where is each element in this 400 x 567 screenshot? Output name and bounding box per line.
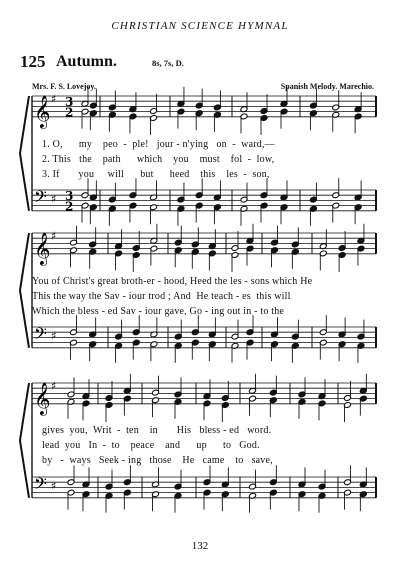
lyric-line: lead you In - to peace and up to God. bbox=[42, 440, 260, 451]
hymn-number: 125 bbox=[20, 52, 46, 71]
hymn-title: Autumn. bbox=[56, 53, 117, 70]
lyric-line: by - ways Seek - ing those He came to save, bbox=[42, 455, 273, 466]
treble-clef-icon: 𝄞 bbox=[34, 381, 51, 415]
time-signature: 3 bbox=[65, 94, 74, 109]
running-head: CHRISTIAN SCIENCE HYMNAL bbox=[111, 20, 289, 32]
key-sharp-icon: ♯ bbox=[51, 329, 57, 343]
lyric-line: 1. O, my peo - ple! jour - n'ying on - ward,— bbox=[42, 139, 275, 150]
brace bbox=[20, 96, 29, 211]
key-sharp-icon: ♯ bbox=[51, 92, 57, 106]
time-signature: 2 bbox=[65, 105, 74, 120]
lyric-line: 3. If you will but heed this les - son, bbox=[42, 169, 270, 180]
lyric-line: You of Christ's great broth-er - hood, Heed the les - sons which He bbox=[32, 276, 313, 287]
bass-clef-icon: 𝄢 bbox=[34, 186, 47, 211]
brace bbox=[20, 383, 29, 498]
time-signature: 3 bbox=[65, 188, 74, 203]
bass-clef-icon: 𝄢 bbox=[34, 473, 47, 498]
lyric-line: gives you, Writ - ten in His bless - ed word. bbox=[42, 425, 272, 436]
treble-clef-icon: 𝄞 bbox=[34, 94, 51, 128]
time-signature: 2 bbox=[65, 199, 74, 214]
lyric-line: This the way the Sav - iour trod ; And He teach - es this will bbox=[32, 291, 291, 302]
tune-attribution: Spanish Melody. Marechio. bbox=[280, 82, 374, 91]
hymn-author: Mrs. F. S. Lovejoy. bbox=[32, 82, 96, 91]
key-sharp-icon: ♯ bbox=[51, 229, 57, 243]
key-sharp-icon: ♯ bbox=[51, 479, 57, 493]
key-sharp-icon: ♯ bbox=[51, 379, 57, 393]
lyric-line: Which the bless - ed Sav - iour gave, Go - ing out in - to the bbox=[32, 306, 285, 317]
hymn-meter: 8s, 7s, D. bbox=[152, 58, 184, 68]
page-number: 132 bbox=[191, 540, 209, 552]
treble-clef-icon: 𝄞 bbox=[34, 231, 51, 265]
lyric-line: 2. This the path which you must fol - low, bbox=[42, 154, 275, 165]
bass-clef-icon: 𝄢 bbox=[34, 323, 47, 348]
key-sharp-icon: ♯ bbox=[51, 192, 57, 206]
brace bbox=[20, 233, 29, 348]
